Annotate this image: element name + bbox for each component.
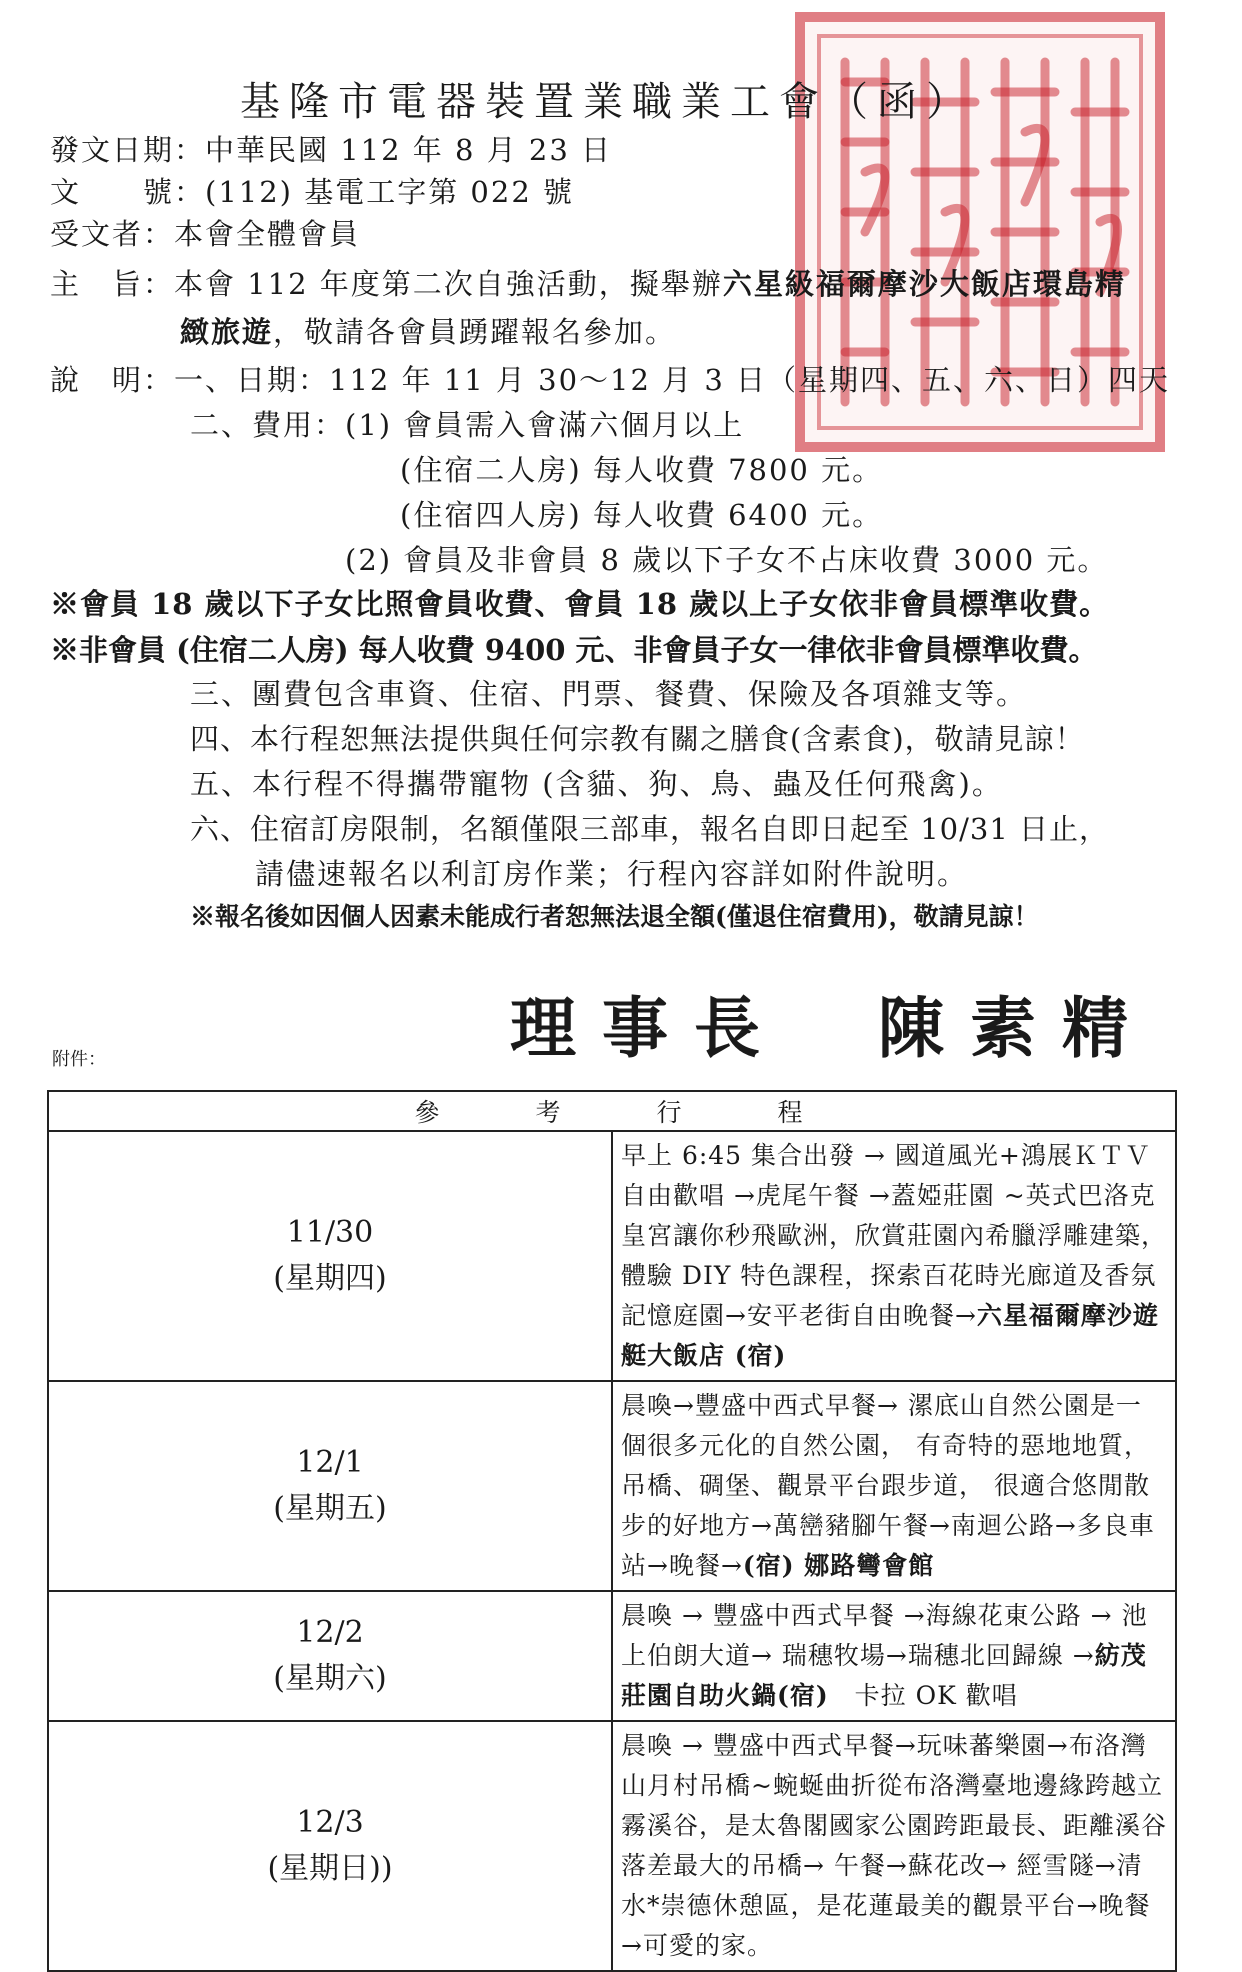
note-refund: ※報名後如因個人因素未能成行者恕無法退全額(僅退住宿費用)，敬請見諒！ <box>190 902 1039 931</box>
explanation-item-meals: 四、本行程恕無法提供與任何宗教有關之膳食(含素食)，敬請見諒！ <box>190 722 1085 756</box>
itinerary-day-cell <box>48 1591 612 1721</box>
subject-line-2 <box>180 310 676 351</box>
itinerary-row-day1 <box>48 1131 1176 1381</box>
itinerary-header-row <box>48 1091 1176 1131</box>
itinerary-lodging: 六星福爾摩沙遊艇大飯店 (宿) <box>621 1301 1159 1370</box>
itinerary-weekday: (星期日)) <box>267 1851 393 1886</box>
subject-label: 主 旨： <box>50 267 175 301</box>
fee-child: (2) 會員及非會員 8 歲以下子女不占床收費 3000 元。 <box>345 543 1109 577</box>
note-member-children: ※會員 18 歲以下子女比照會員收費、會員 18 歲以上子女依非會員標準收費。 <box>50 587 1110 621</box>
chairman-signature: 理事長 陳素精 <box>510 989 1154 1067</box>
explanation-item-included: 三、團費包含車資、住宿、門票、餐費、保險及各項雜支等。 <box>190 677 1028 711</box>
itinerary-date: 12/2 <box>296 1615 364 1650</box>
recipient-line <box>50 212 360 253</box>
itinerary-weekday: (星期六) <box>273 1661 387 1696</box>
itinerary-date: 11/30 <box>286 1215 374 1250</box>
explanation-item-pets: 五、本行程不得攜帶寵物 (含貓、狗、鳥、蟲及任何飛禽)。 <box>190 767 1003 801</box>
document-number-value: (112) 基電工字第 022 號 <box>205 175 575 209</box>
explanation-line-1 <box>50 358 1170 399</box>
itinerary-plan-text-after: 卡拉 OK 歡唱 <box>828 1681 1018 1710</box>
recipient-label: 受文者： <box>50 217 175 251</box>
itinerary-lodging: (宿) 娜路彎會館 <box>742 1551 935 1580</box>
itinerary-day-cell <box>48 1131 612 1381</box>
document-number-label: 文 號： <box>50 175 206 209</box>
itinerary-row-day2 <box>48 1381 1176 1591</box>
fee-quad-room: (住宿四人房) 每人收費 6400 元。 <box>400 498 884 532</box>
itinerary-date: 12/1 <box>296 1445 364 1480</box>
explanation-item-fee: 二、費用：(1) 會員需入會滿六個月以上 <box>190 408 745 442</box>
issue-date-label: 發文日期： <box>50 133 206 167</box>
itinerary-row-day4 <box>48 1721 1176 1971</box>
itinerary-description <box>612 1721 1176 1971</box>
itinerary-plan-text: 晨喚→豐盛中西式早餐→ 漯底山自然公園是一個很多元化的自然公園， 有奇特的惡地地質，吊橋、碉堡、觀景平台跟步道， 很適合悠閒散步的好地方→萬巒豬腳午餐→南迴公路→多良車站→晚餐→ <box>621 1391 1155 1580</box>
issue-date-line <box>50 128 612 169</box>
itinerary-plan-text: 晨喚 → 豐盛中西式早餐→玩味蕃樂園→布洛灣山月村吊橋~蜿蜒曲折從布洛灣臺地邊緣跨越立霧溪谷，是太魯閣國家公園跨距最長、距離溪谷落差最大的吊橋→ 午餐→蘇花改→ 經雪隧→清水*崇德休憩區，是花蓮最美的觀景平台→晚餐→可愛的家。 <box>621 1731 1168 1960</box>
itinerary-date: 12/3 <box>296 1805 364 1840</box>
subject-line-1 <box>50 262 1126 303</box>
itinerary-day-cell <box>48 1381 612 1591</box>
itinerary-description <box>612 1591 1176 1721</box>
itinerary-weekday: (星期五) <box>273 1491 387 1526</box>
itinerary-row-day3 <box>48 1591 1176 1721</box>
explanation-item-date: 一、日期：112 年 11 月 30～12 月 3 日（星期四、五、六、日）四天 <box>174 363 1171 397</box>
fee-double-room: (住宿二人房) 每人收費 7800 元。 <box>400 453 884 487</box>
subject-text-cont: ，敬請各會員踴躍報名參加。 <box>273 315 677 349</box>
issue-date-value: 中華民國 112 年 8 月 23 日 <box>205 133 613 167</box>
explanation-item-booking: 六、住宿訂房限制，名額僅限三部車，報名自即日起至 10/31 日止， <box>190 812 1110 846</box>
itinerary-header: 參考行程 <box>48 1091 1176 1131</box>
itinerary-description <box>612 1131 1176 1381</box>
subject-highlight-cont: 緻旅遊 <box>180 315 274 349</box>
note-non-member: ※非會員 (住宿二人房) 每人收費 9400 元、非會員子女一律依非會員標準收費。 <box>50 633 1098 667</box>
explanation-label: 說 明： <box>50 363 175 397</box>
subject-highlight: 六星級福爾摩沙大飯店環島精 <box>722 267 1126 301</box>
recipient-value: 本會全體會員 <box>174 217 361 251</box>
document-number-line <box>50 170 574 211</box>
itinerary-plan-text: 早上 6:45 集合出發 → 國道風光+鴻展ＫＴＶ自由歡唱 →虎尾午餐 →蓋婭莊園 ~英式巴洛克皇宮讓你秒飛歐洲，欣賞莊園內希臘浮雕建築，體驗 DIY 特色課程，探索百花時光廊道及香氛記憶庭園→安平老街自由晚餐→ <box>621 1141 1168 1330</box>
itinerary-table <box>47 1090 1177 1972</box>
itinerary-description <box>612 1381 1176 1591</box>
document-title: 基隆市電器裝置業職業工會（函） <box>240 79 975 125</box>
itinerary-lodging: 紡茂莊園自助火鍋(宿) <box>621 1641 1147 1710</box>
subject-text: 本會 112 年度第二次自強活動，擬舉辦 <box>174 267 723 301</box>
itinerary-day-cell <box>48 1721 612 1971</box>
attachment-label: 附件： <box>52 1049 106 1070</box>
explanation-item-booking-cont: 請儘速報名以利訂房作業；行程內容詳如附件說明。 <box>255 857 969 891</box>
itinerary-plan-text: 晨喚 → 豐盛中西式早餐 →海線花東公路 → 池上伯朗大道→ 瑞穗牧場→瑞穗北回歸線 → <box>621 1601 1148 1670</box>
itinerary-weekday: (星期四) <box>273 1261 387 1296</box>
